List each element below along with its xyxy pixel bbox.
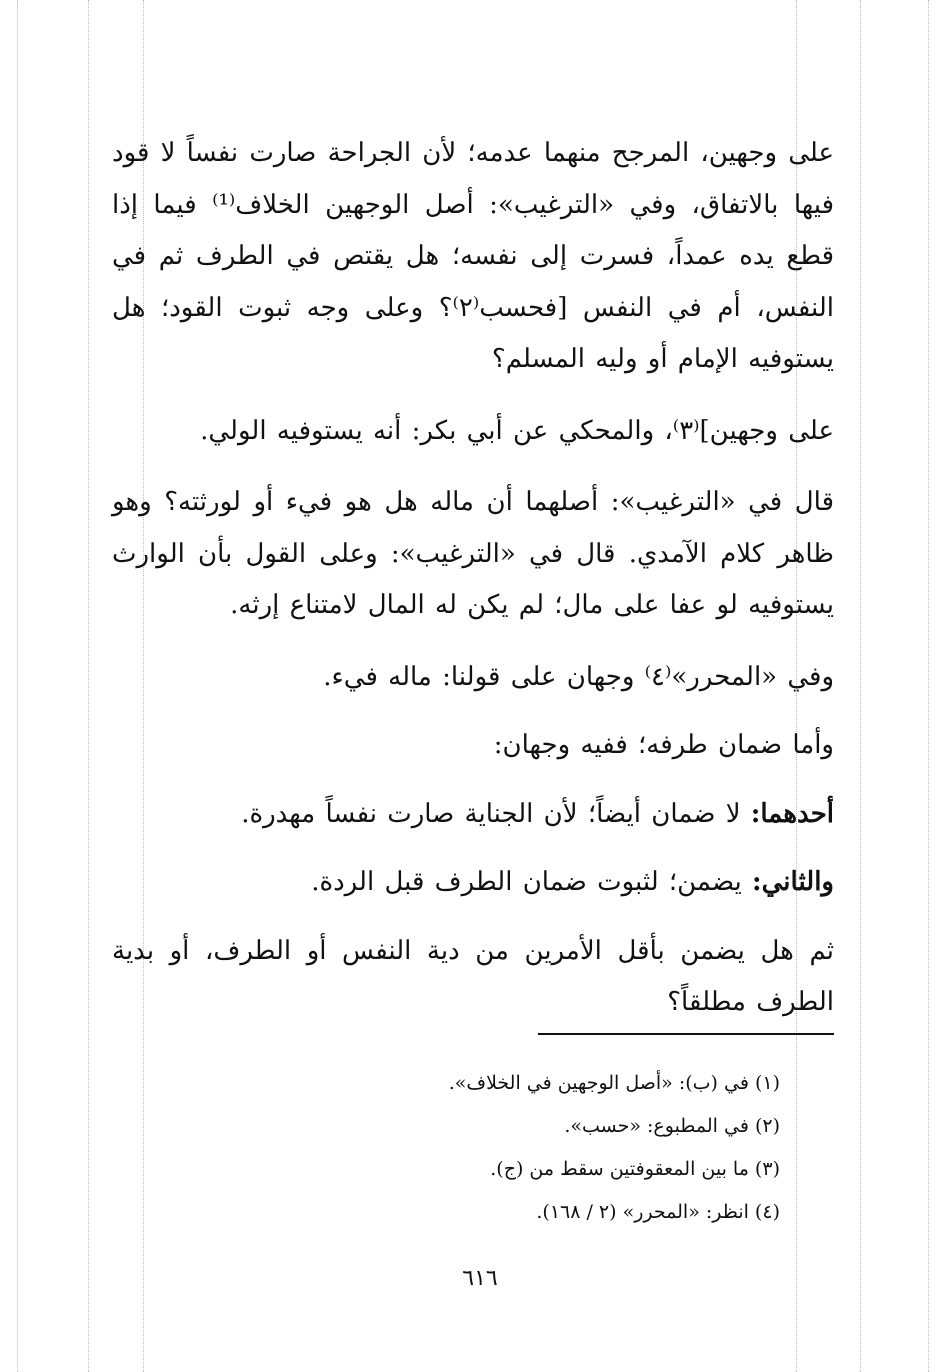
paragraph-2: على وجهين]⁽٣⁾، والمحكي عن أبي بكر: أنه يستوفيه الولي. [200,415,834,446]
footnote-3: (٣) ما بين المعقوفتين سقط من (ج). [490,1158,780,1180]
page-number: ٦١٦ [462,1266,498,1291]
footnote-4: (٤) انظر: «المحرر» (٢ / ١٦٨). [536,1201,780,1223]
paragraph-4: وفي «المحرر»⁽٤⁾ وجهان على قولنا: ماله فيء. [323,661,834,692]
footnotes [300,1062,780,1234]
scan-guide-line [860,0,861,1372]
first-opinion-text: لا ضمان أيضاً؛ لأن الجناية صارت نفساً مهدرة. [241,798,751,829]
paragraph-second-opinion [112,857,834,909]
paragraph-first-opinion [112,789,834,841]
second-opinion-label: والثاني: [752,867,834,897]
second-opinion-text: يضمن؛ لثبوت ضمان الطرف قبل الردة. [311,867,753,897]
scan-guide-line [928,0,929,1372]
paragraph-final: ثم هل يضمن بأقل الأمرين من دية النفس أو الطرف، أو بدية الطرف مطلقاً؟ [112,935,834,1017]
first-opinion-label: أحدهما: [750,798,834,829]
paragraph-5: وأما ضمان طرفه؛ ففيه وجهان: [493,730,834,760]
paragraph-3: قال في «الترغيب»: أصلهما أن ماله هل هو فيء أو لورثته؟ وهو ظاهر كلام الآمدي. قال في «الترغيب»: وعلى القول بأن الوارث يستوفيه لو عفا على مال؛ لم يكن له المال لامتناع إرثه. [112,487,834,620]
footnote-1: (١) في (ب): «أصل الوجهين في الخلاف». [448,1072,780,1094]
footnote-2: (٢) في المطبوع: «حسب». [564,1115,780,1137]
footnote-divider [538,1033,834,1035]
main-text [112,128,834,1049]
scan-guide-line [88,0,89,1372]
paragraph-1: على وجهين، المرجح منهما عدمه؛ لأن الجراحة صارت نفساً لا قود فيها بالاتفاق، وفي «الترغيب»: أصل الوجهين الخلاف⁽¹⁾ فيما إذا قطع يده عمداً، فسرت إلى نفسه؛ هل يقتص في الطرف ثم في النفس، أم في النفس [فحسب⁽٢⁾؟ وعلى وجه ثبوت القود؛ هل يستوفيه الإمام أو وليه المسلم؟ [112,138,835,374]
scan-guide-line [17,0,18,1372]
